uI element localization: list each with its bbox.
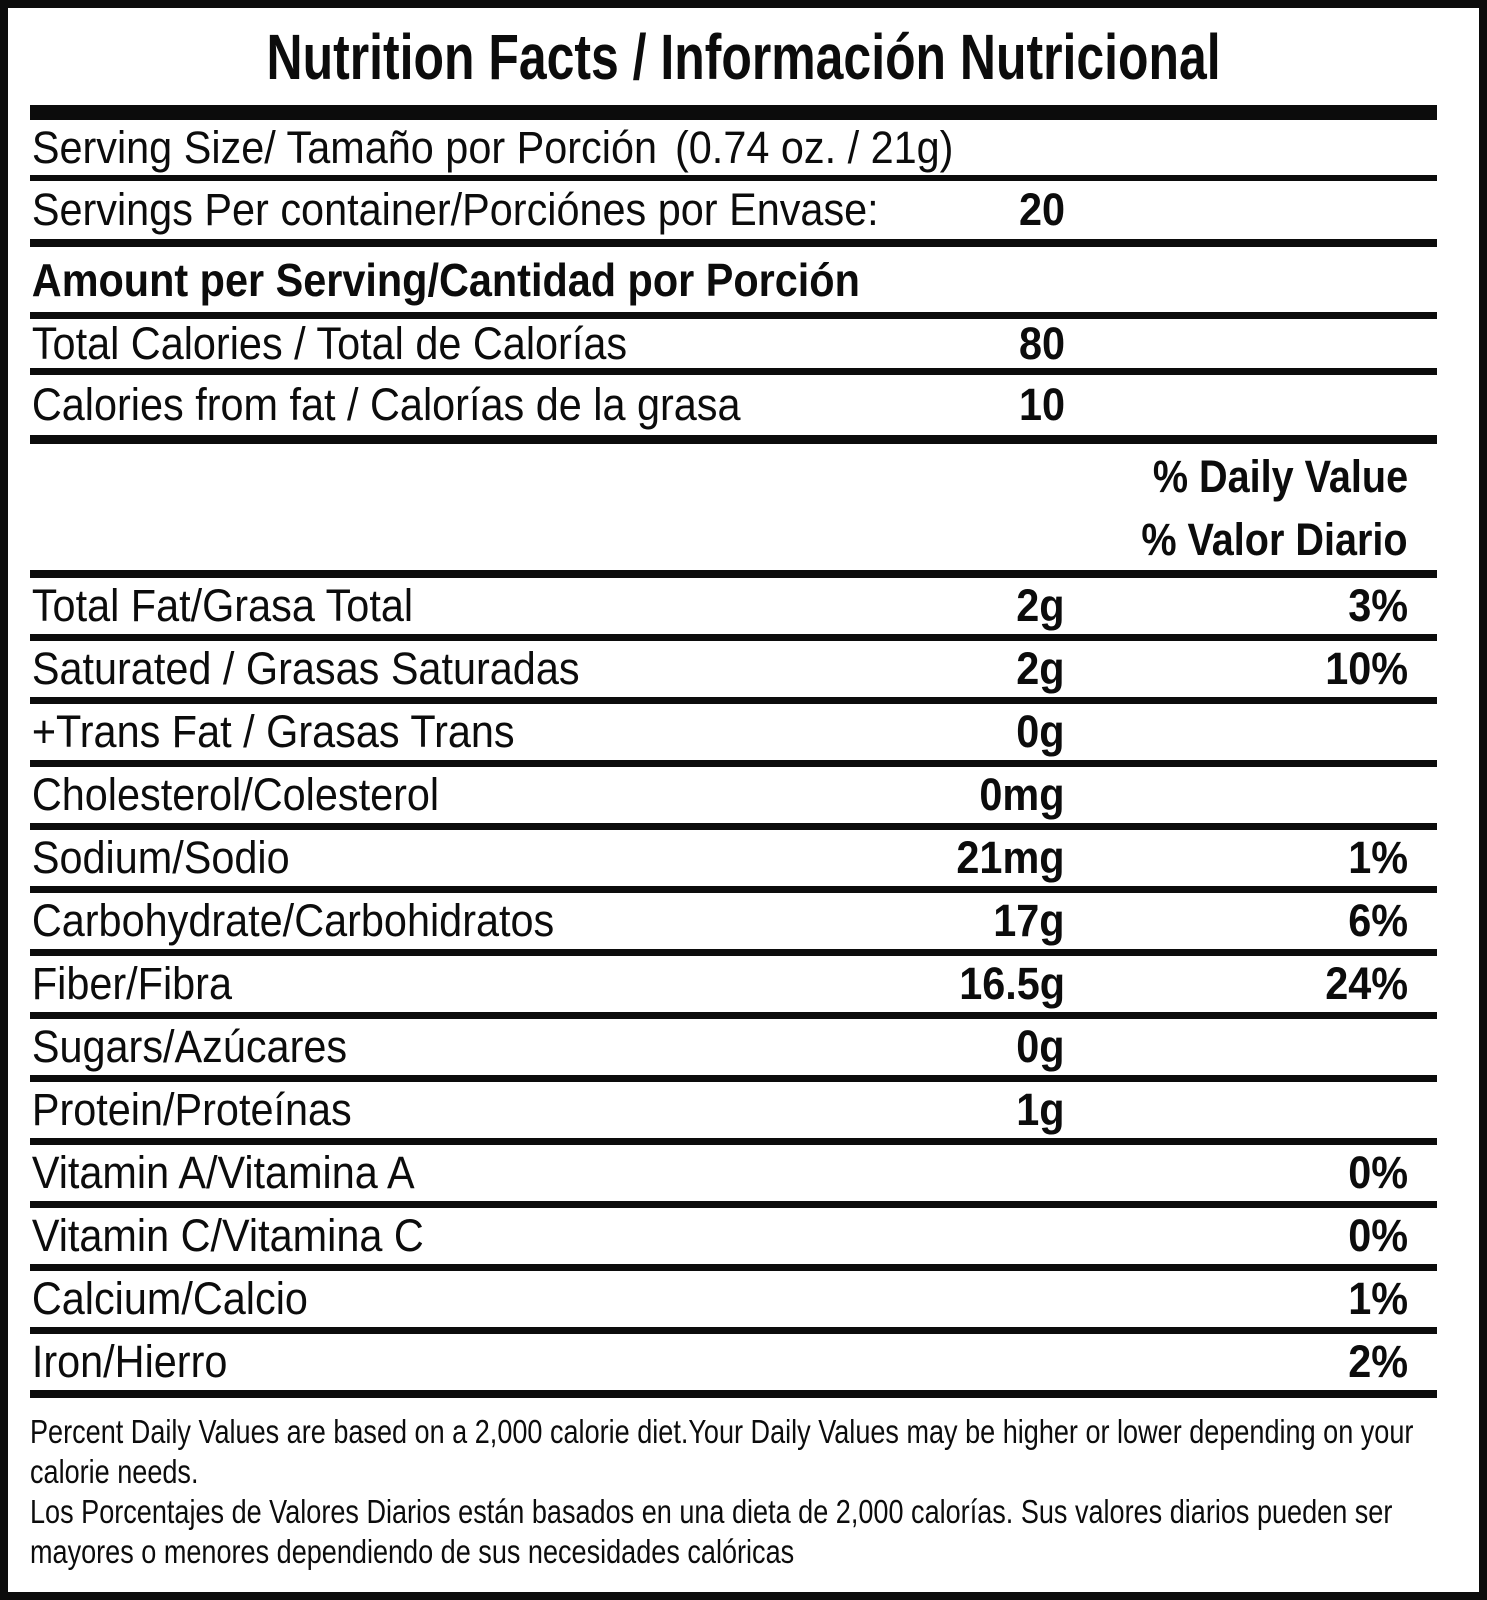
nutrient-amount: 10 xyxy=(1018,379,1065,430)
nutrient-daily-value: 6% xyxy=(1348,895,1408,946)
nutrient-row-vitamin-c xyxy=(30,1208,1437,1271)
footnote-es: Los Porcentajes de Valores Diarios están basados en una dieta de 2,000 calorías. Sus valores diarios pueden ser mayores o menores dependiendo de sus necesidades calóricas xyxy=(30,1493,1393,1570)
nutrient-daily-value: 24% xyxy=(1325,958,1408,1009)
nutrient-daily-value: 0% xyxy=(1348,1147,1408,1198)
daily-value-header-en-row xyxy=(30,444,1437,510)
nutrient-amount: 16.5g xyxy=(959,958,1065,1009)
nutrient-row-cholesterol xyxy=(30,767,1437,830)
amount-per-serving-header: Amount per Serving/Cantidad por Porción xyxy=(31,253,860,306)
daily-value-header-es: % Valor Diario xyxy=(1141,514,1408,565)
nutrient-label: Vitamin A/Vitamina A xyxy=(31,1147,415,1198)
nutrient-label: +Trans Fat / Grasas Trans xyxy=(31,706,515,757)
nutrient-row-sodium xyxy=(30,830,1437,893)
nutrient-row-sugars xyxy=(30,1019,1437,1082)
nutrient-label: Calcium/Calcio xyxy=(31,1273,308,1324)
nutrient-label: Sugars/Azúcares xyxy=(31,1021,348,1072)
nutrient-daily-value: 1% xyxy=(1348,832,1408,883)
nutrient-label: Fiber/Fibra xyxy=(31,958,232,1009)
nutrient-amount: 21mg xyxy=(956,832,1065,883)
nutrient-label: Carbohydrate/Carbohidratos xyxy=(31,895,555,946)
nutrient-daily-value: 10% xyxy=(1325,643,1408,694)
nutrient-amount: 0g xyxy=(1016,706,1065,757)
servings-per-container-row xyxy=(30,181,1437,247)
daily-value-header-es-row xyxy=(30,510,1437,578)
amount-per-serving-header-row xyxy=(30,247,1437,319)
nutrient-label: Sodium/Sodio xyxy=(31,832,290,883)
nutrient-label: Calories from fat / Calorías de la grasa xyxy=(31,379,741,430)
nutrient-row-carbohydrate xyxy=(30,893,1437,956)
nutrient-amount: 2g xyxy=(1016,580,1065,631)
nutrient-amount: 2g xyxy=(1016,643,1065,694)
nutrient-row-calcium xyxy=(30,1271,1437,1334)
label-title: Nutrition Facts / Información Nutricional xyxy=(266,20,1221,93)
nutrient-row-iron xyxy=(30,1334,1437,1398)
nutrient-daily-value: 3% xyxy=(1348,580,1408,631)
nutrient-daily-value: 0% xyxy=(1348,1210,1408,1261)
footnote-en: Percent Daily Values are based on a 2,000 calorie diet.Your Daily Values may be higher or lower depending on your calorie needs. xyxy=(30,1413,1414,1490)
nutrient-label: Total Calories / Total de Calorías xyxy=(31,317,628,369)
nutrient-label: Total Fat/Grasa Total xyxy=(31,580,414,631)
calories-from-fat-row xyxy=(30,375,1437,444)
nutrient-amount: 0g xyxy=(1016,1021,1065,1072)
nutrient-amount: 80 xyxy=(1018,317,1065,369)
servings-per-container-value: 20 xyxy=(1018,184,1065,235)
nutrient-row-vitamin-a xyxy=(30,1145,1437,1208)
serving-size-value: (0.74 oz. / 21g) xyxy=(675,121,954,173)
nutrient-label: Iron/Hierro xyxy=(31,1336,228,1387)
serving-size-row xyxy=(30,120,1437,181)
serving-size-label: Serving Size/ Tamaño por Porción xyxy=(31,121,658,173)
footnote xyxy=(30,1412,1464,1572)
nutrient-amount: 1g xyxy=(1016,1084,1065,1135)
nutrient-row-protein xyxy=(30,1082,1437,1145)
nutrient-row-total-fat xyxy=(30,578,1437,641)
daily-value-header-en: % Daily Value xyxy=(1152,451,1408,502)
title-divider-bar xyxy=(30,105,1437,120)
nutrient-label: Vitamin C/Vitamina C xyxy=(31,1210,424,1261)
nutrient-amount: 17g xyxy=(993,895,1065,946)
nutrient-row-saturated-fat xyxy=(30,641,1437,704)
nutrient-daily-value: 1% xyxy=(1348,1273,1408,1324)
nutrient-label: Protein/Proteínas xyxy=(31,1084,352,1135)
nutrition-table xyxy=(30,120,1437,1398)
nutrient-label: Saturated / Grasas Saturadas xyxy=(31,643,580,694)
nutrient-row-fiber xyxy=(30,956,1437,1019)
nutrient-daily-value: 2% xyxy=(1348,1336,1408,1387)
nutrient-label: Cholesterol/Colesterol xyxy=(31,769,440,820)
nutrient-row-trans-fat xyxy=(30,704,1437,767)
servings-per-container-label: Servings Per container/Porciónes por Envase: xyxy=(31,184,879,235)
total-calories-row xyxy=(30,319,1437,375)
title-row xyxy=(8,8,1479,105)
nutrient-amount: 0mg xyxy=(979,769,1065,820)
